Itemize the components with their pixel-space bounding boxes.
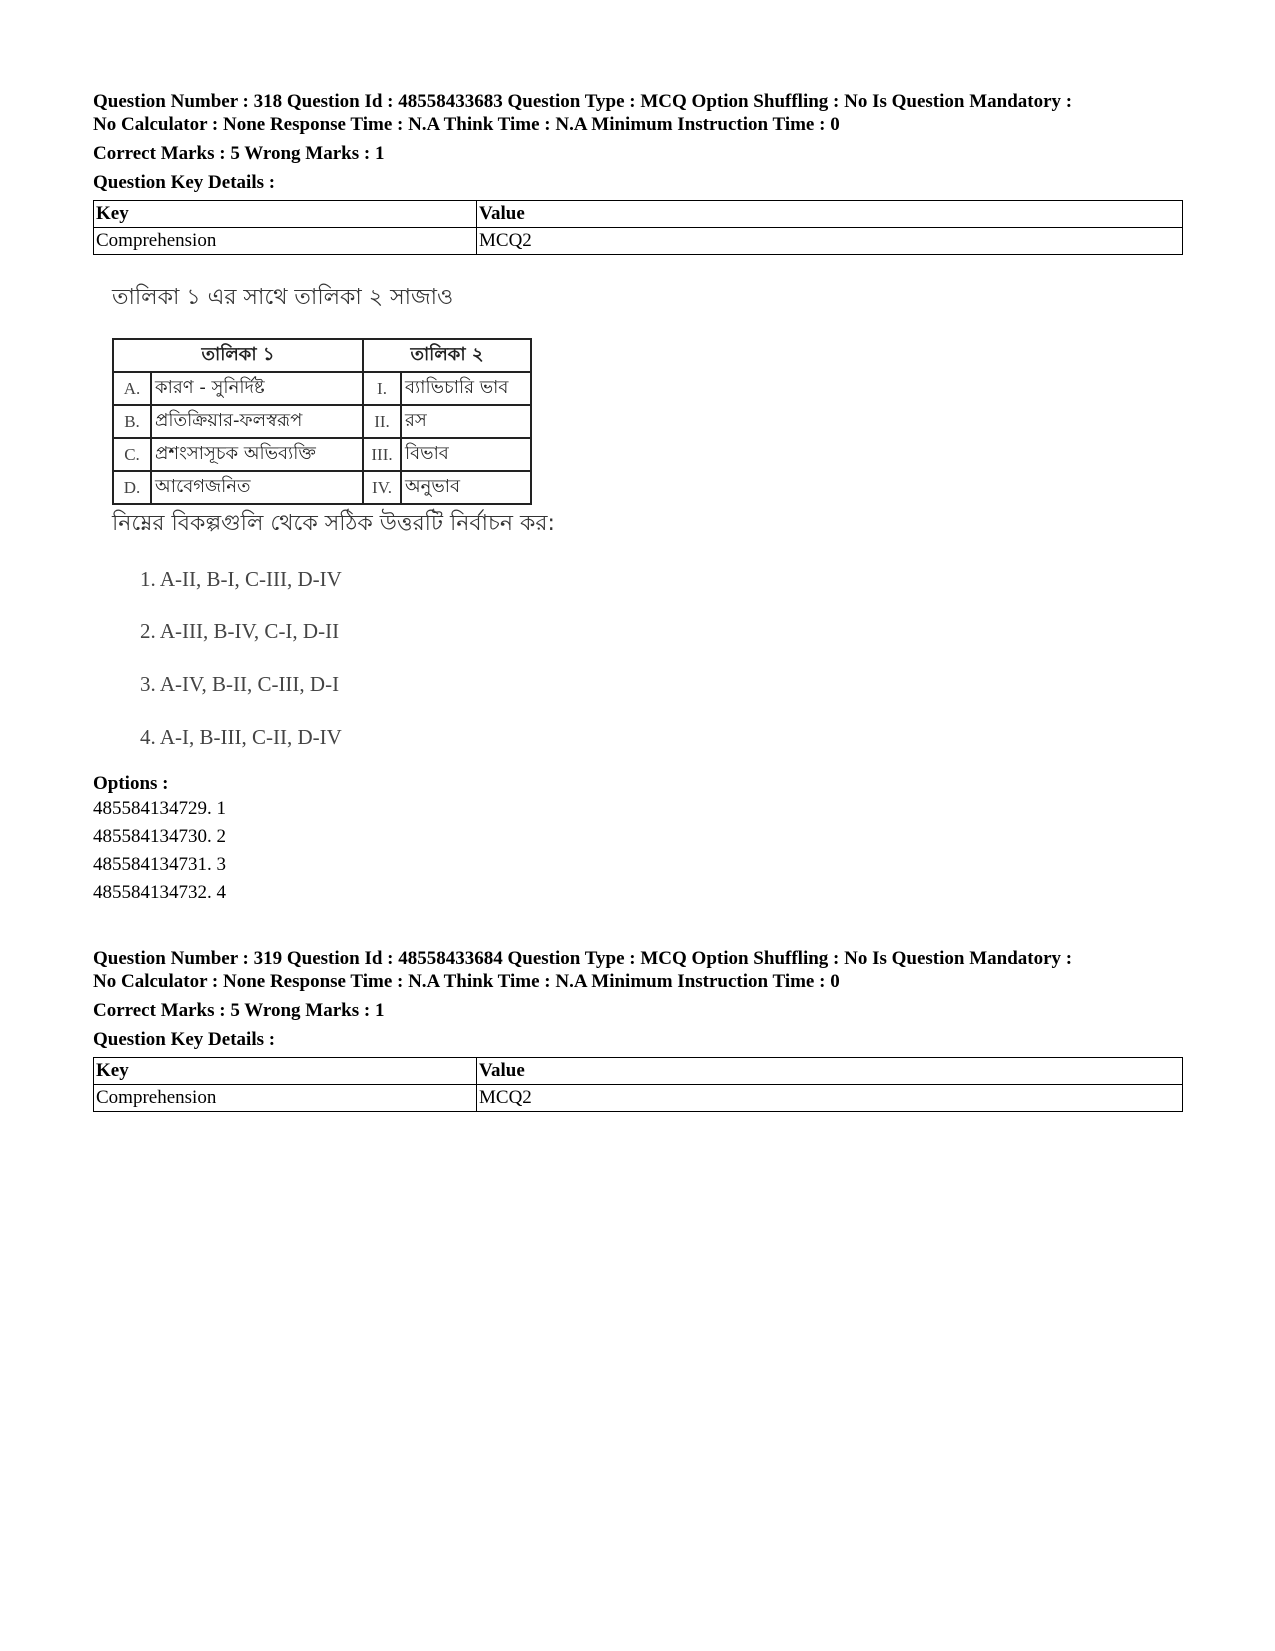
question-319-key-table (93, 1057, 1183, 1112)
table-row (94, 1085, 1183, 1112)
match-header-list1: তালিকা ১ (113, 339, 363, 372)
option-item: 485584134732. 4 (93, 882, 226, 903)
match-row-roman: II. (363, 405, 401, 438)
match-row-left: কারণ - সুনির্দিষ্ট (151, 372, 363, 405)
match-row (113, 438, 531, 471)
match-row-roman: I. (363, 372, 401, 405)
table-header-key: Key (94, 201, 477, 228)
match-row-right: অনুভাব (401, 471, 531, 504)
match-row-roman: IV. (363, 471, 401, 504)
table-header-key: Key (94, 1058, 477, 1085)
question-318-body (112, 280, 632, 760)
question-318-meta-line2: No Calculator : None Response Time : N.A Think Time : N.A Minimum Instruction Time : 0 (93, 114, 840, 135)
table-row (94, 228, 1183, 255)
match-header-row (113, 339, 531, 372)
question-319-key-details-block (93, 1029, 1183, 1051)
match-row-letter: C. (113, 438, 151, 471)
question-318-key-table-wrap (93, 200, 1183, 255)
match-row-roman: III. (363, 438, 401, 471)
choice-4: 4. A-I, B-III, C-II, D-IV (140, 725, 342, 749)
question-319-key-details-label: Question Key Details : (93, 1029, 276, 1050)
question-318-header (93, 90, 1183, 136)
table-header-row (94, 1058, 1183, 1085)
table-cell-value: MCQ2 (477, 228, 1183, 255)
match-table (112, 338, 532, 505)
question-319-marks: Correct Marks : 5 Wrong Marks : 1 (93, 1000, 385, 1021)
question-319-key-table-wrap (93, 1057, 1183, 1112)
table-cell-key: Comprehension (94, 228, 477, 255)
question-319-marks-block (93, 1000, 1183, 1022)
match-row-right: রস (401, 405, 531, 438)
match-row (113, 471, 531, 504)
choose-instruction: নিম্নের বিকল্পগুলি থেকে সঠিক উত্তরটি নির্বাচন কর: (112, 511, 555, 536)
table-header-value: Value (477, 201, 1183, 228)
question-instruction: তালিকা ১ এর সাথে তালিকা ২ সাজাও (112, 285, 454, 310)
question-319-meta-line1: Question Number : 319 Question Id : 48558433684 Question Type : MCQ Option Shuffling : No Is Question Mandatory : (93, 948, 1073, 969)
match-row (113, 405, 531, 438)
match-row-right: ব্যাভিচারি ভাব (401, 372, 531, 405)
option-item: 485584134731. 3 (93, 854, 226, 875)
match-row-letter: A. (113, 372, 151, 405)
match-row-left: প্রশংসাসূচক অভিব্যক্তি (151, 438, 363, 471)
question-318-marks: Correct Marks : 5 Wrong Marks : 1 (93, 143, 385, 164)
match-row-letter: B. (113, 405, 151, 438)
table-cell-key: Comprehension (94, 1085, 477, 1112)
match-row-right: বিভাব (401, 438, 531, 471)
question-318-meta-line1: Question Number : 318 Question Id : 48558433683 Question Type : MCQ Option Shuffling : No Is Question Mandatory : (93, 91, 1073, 112)
match-header-list2: তালিকা ২ (363, 339, 531, 372)
match-row-left: প্রতিক্রিয়ার-ফলস্বরূপ (151, 405, 363, 438)
options-label: Options : (93, 773, 169, 794)
option-item: 485584134730. 2 (93, 826, 226, 847)
question-318-key-details-label: Question Key Details : (93, 172, 276, 193)
table-cell-value: MCQ2 (477, 1085, 1183, 1112)
choice-3: 3. A-IV, B-II, C-III, D-I (140, 672, 340, 696)
question-318-marks-block (93, 143, 1183, 165)
table-header-value: Value (477, 1058, 1183, 1085)
match-row-left: আবেগজনিত (151, 471, 363, 504)
question-319-header (93, 947, 1183, 993)
question-318-key-table (93, 200, 1183, 255)
option-item: 485584134729. 1 (93, 798, 226, 819)
choice-2: 2. A-III, B-IV, C-I, D-II (140, 619, 340, 643)
match-row (113, 372, 531, 405)
question-318-options (93, 773, 1183, 907)
table-header-row (94, 201, 1183, 228)
question-319-meta-line2: No Calculator : None Response Time : N.A Think Time : N.A Minimum Instruction Time : 0 (93, 971, 840, 992)
match-row-letter: D. (113, 471, 151, 504)
question-318-key-details-block (93, 172, 1183, 194)
choice-1: 1. A-II, B-I, C-III, D-IV (140, 567, 342, 591)
